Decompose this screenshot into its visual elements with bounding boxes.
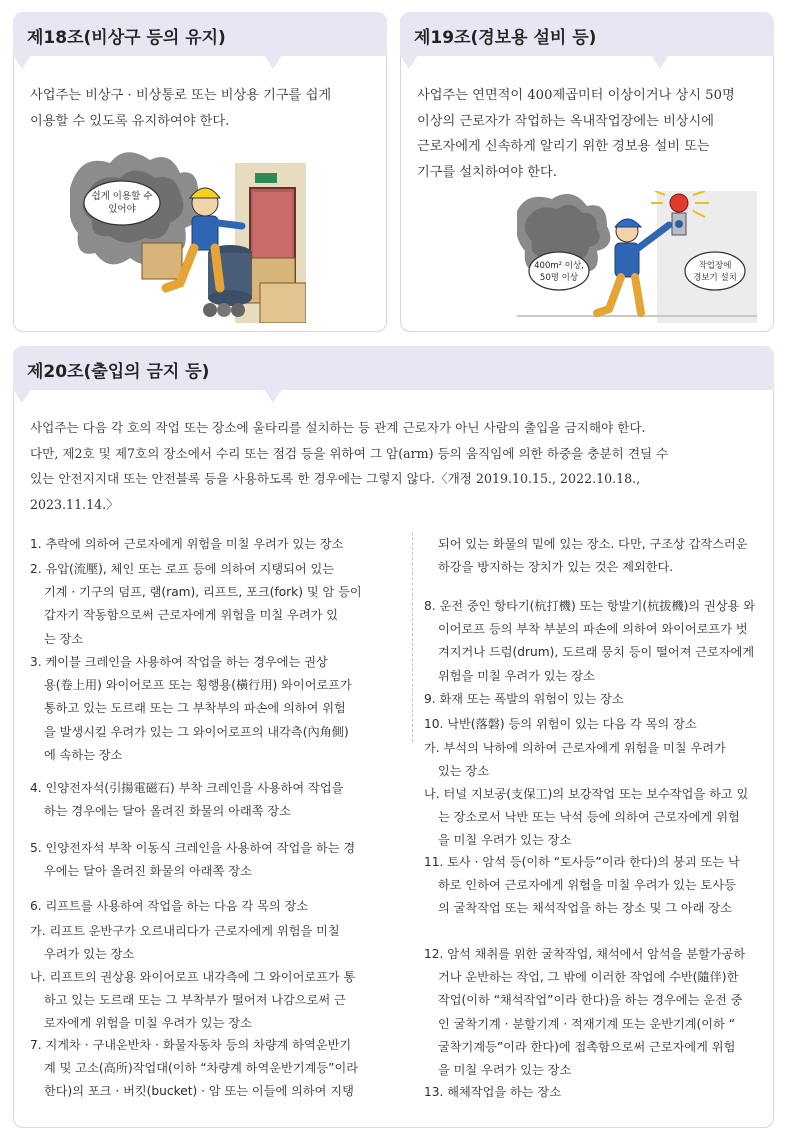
- article-19-panel: [400, 12, 774, 332]
- list-item: [30, 837, 355, 883]
- list-item-line: 위험을 미칠 우려가 있는 장소: [438, 668, 595, 683]
- list-item-line: 로자에게 위험을 미칠 우려가 있는 장소: [44, 1016, 252, 1031]
- list-item-line: 2. 유압(流壓), 체인 또는 로프 등에 의하여 지탱되어 있는: [30, 562, 335, 576]
- list-item-line: 12. 암석 채취를 위한 굴착작업, 채석에서 암석을 분할가공하: [424, 947, 746, 961]
- list-item: [424, 737, 726, 783]
- list-item: [424, 533, 748, 579]
- list-item-line: 10. 낙반(落磐) 등의 위험이 있는 다음 각 목의 장소: [424, 717, 697, 731]
- list-item-line: 나. 리프트의 권상용 와이어로프 내각측에 그 와이어로프가 통: [30, 970, 356, 984]
- list-item-line: 6. 리프트를 사용하여 작업을 하는 다음 각 목의 장소: [30, 899, 309, 913]
- article-20-intro: [30, 415, 765, 517]
- list-item-line: 에 속하는 장소: [44, 747, 123, 762]
- article-19-header: [400, 12, 774, 56]
- list-item: [30, 895, 308, 918]
- list-item-line: 기계 · 기구의 덤프, 램(ram), 리프트, 포크(fork) 및 암 등이: [44, 585, 362, 600]
- article-18-panel: [13, 12, 387, 332]
- list-item-line: 13. 해체작업을 하는 장소: [424, 1085, 561, 1099]
- list-item-line: 용(卷上用) 와이어로프 또는 횡행용(橫行用) 와이어로프가: [44, 678, 352, 693]
- article-19-body-line: 근로자에게 신속하게 알리기 위한 경보용 설비 또는: [417, 139, 710, 154]
- emergency-exit-illustration: [70, 148, 306, 323]
- list-item-line: 작업(이하 “채석작업”이라 한다)을 하는 경우에는 운전 중: [438, 993, 743, 1008]
- article-19-title: 제19조(경보용 설비 등): [414, 28, 597, 48]
- list-item: [30, 777, 343, 823]
- list-item-line: 겨지거나 드럼(drum), 도르래 뭉치 등이 떨어져 근로자에게: [438, 645, 755, 660]
- article-18-header: [13, 12, 387, 56]
- article-18-body-line: 사업주는 비상구 · 비상통로 또는 비상용 기구를 쉽게: [30, 88, 332, 103]
- list-item-line: 5. 인양전자석 부착 이동식 크레인을 사용하여 작업을 하는 경: [30, 841, 356, 855]
- list-item-line: 한다)의 포크 · 버킷(bucket) · 암 또는 이들에 의하여 지탱: [44, 1084, 354, 1099]
- list-item-line: 7. 지게차 · 구내운반차 · 화물자동차 등의 차량계 하역운반기: [30, 1038, 352, 1052]
- article-20-intro-line: 사업주는 다음 각 호의 작업 또는 장소에 울타리를 설치하는 등 관계 근로자가 아닌 사람의 출입을 금지해야 한다.: [30, 420, 646, 435]
- list-item-line: 을 미칠 우려가 있는 장소: [438, 1063, 572, 1078]
- list-item-line: 8. 운전 중인 항타기(杭打機) 또는 항발기(杭拔機)의 권상용 와: [424, 599, 756, 613]
- list-item-line: 하로 인하여 근로자에게 위험을 미칠 우려가 있는 토사등: [438, 878, 736, 893]
- list-item-line: 나. 터널 지보공(支保工)의 보강작업 또는 보수작업을 하고 있: [424, 787, 749, 801]
- article-18-title: 제18조(비상구 등의 유지): [27, 28, 226, 48]
- list-item-line: 가. 부석의 낙하에 의하여 근로자에게 위험을 미칠 우려가: [424, 741, 726, 755]
- list-item-line: 되어 있는 화물의 밑에 있는 장소. 다만, 구조상 갑작스러운: [438, 537, 748, 551]
- article-20-intro-line: 2023.11.14.〉: [30, 496, 119, 512]
- alarm-illustration: [517, 191, 757, 323]
- list-item: [424, 595, 755, 688]
- list-item-line: 우에는 달아 올려진 화물의 아래쪽 장소: [44, 864, 252, 879]
- list-item-line: 는 장소: [44, 631, 84, 646]
- article-19-bubble-right-text: 작업장에: [698, 261, 732, 271]
- article-18-body-line: 이용할 수 있도록 유지하여야 한다.: [30, 113, 230, 129]
- list-item: [424, 783, 748, 853]
- article-20-title: 제20조(출입의 금지 등): [27, 362, 210, 382]
- list-item-line: 하고 있는 도르래 또는 그 부착부가 떨어져 나감으로써 근: [44, 993, 346, 1008]
- article-19-body-line: 기구를 설치하여야 한다.: [417, 164, 557, 180]
- list-item: [30, 1034, 358, 1104]
- list-item: [424, 851, 740, 921]
- article-19-body-line: 사업주는 연면적이 400제곱미터 이상이거나 상시 50명: [417, 88, 735, 103]
- list-item-line: 갑자기 작동함으로써 근로자에게 위험을 미칠 우려가 있: [44, 608, 339, 623]
- list-item-line: 4. 인양전자석(引揚電磁石) 부착 크레인을 사용하여 작업을: [30, 781, 344, 795]
- list-item: [30, 651, 352, 767]
- list-item: [424, 688, 624, 711]
- list-item-line: 9. 화재 또는 폭발의 위험이 있는 장소: [424, 692, 624, 706]
- article-20-intro-line: 다만, 제2호 및 제7호의 장소에서 수리 또는 점검 등을 위하여 그 암(arm) 등의 움직임에 의한 하중을 충분히 견딜 수: [30, 445, 669, 461]
- list-item: [30, 533, 343, 556]
- article-18-bubble-text: 쉽게 이용할 수: [91, 191, 153, 202]
- list-item-line: 계 및 고소(高所)작업대(이하 “차량계 하역운반기계등”이라: [44, 1061, 358, 1076]
- list-item: [30, 966, 355, 1036]
- list-item-line: 통하고 있는 도르래 또는 그 부착부의 파손에 의하여 위험: [44, 701, 346, 716]
- list-item-line: 거나 운반하는 작업, 그 밖에 이러한 작업에 수반(隨伴)한: [438, 970, 739, 985]
- list-item-line: 인 굴착기계 · 분할기계 · 적재기계 또는 운반기계(이하 “: [438, 1016, 736, 1031]
- list-item: [30, 558, 362, 651]
- list-item-line: 3. 케이블 크레인을 사용하여 작업을 하는 경우에는 권상: [30, 655, 328, 669]
- list-item-line: 는 장소로서 낙반 또는 낙석 등에 의하여 근로자에게 위험: [438, 810, 740, 825]
- column-divider: [412, 532, 413, 742]
- list-item-line: 의 굴착작업 또는 채석작업을 하는 장소 및 그 아래 장소: [438, 901, 732, 916]
- list-item: [424, 1081, 561, 1104]
- list-item-line: 이어로프 등의 부착 부분의 파손에 의하여 와이어로프가 벗: [438, 622, 748, 637]
- article-20-header: [13, 346, 774, 390]
- article-18-bubble-text: 있어야: [108, 204, 136, 215]
- article-20-intro-line: 있는 안전지지대 또는 안전블록 등을 사용하도록 한 경우에는 그렇지 않다.〈개정 2019.10.15., 2022.10.18.,: [30, 471, 641, 486]
- list-item-line: 1. 추락에 의하여 근로자에게 위험을 미칠 우려가 있는 장소: [30, 537, 344, 551]
- list-item-line: 을 미칠 우려가 있는 장소: [438, 833, 572, 848]
- list-item: [424, 943, 745, 1082]
- article-19-bubble-right-text: 경보기 설치: [693, 273, 737, 283]
- list-item: [424, 713, 697, 736]
- article-19-bubble-left-text: 50명 이상: [539, 273, 579, 283]
- list-item-line: 가. 리프트 운반구가 오르내리다가 근로자에게 위험을 미칠: [30, 924, 340, 938]
- list-item-line: 을 발생시킬 우려가 있는 그 와이어로프의 내각측(內角側): [44, 724, 349, 739]
- list-item-line: 우려가 있는 장소: [44, 947, 135, 962]
- list-item: [30, 920, 340, 966]
- list-item-line: 하는 경우에는 달아 올려진 화물의 아래쪽 장소: [44, 804, 291, 819]
- list-item-line: 굴착기계등”이라 한다)에 접촉함으로써 근로자에게 위험: [438, 1039, 736, 1054]
- article-19-bubble-left-text: 400m² 이상,: [534, 261, 584, 271]
- article-20-panel: [13, 346, 774, 1128]
- article-19-body-line: 이상의 근로자가 작업하는 옥내작업장에는 비상시에: [417, 113, 715, 129]
- list-item-line: 있는 장소: [438, 764, 489, 779]
- list-item-line: 하강을 방지하는 장치가 있는 것은 제외한다.: [438, 560, 674, 575]
- list-item-line: 11. 토사 · 암석 등(이하 “토사등”이라 한다)의 붕괴 또는 낙: [424, 855, 740, 869]
